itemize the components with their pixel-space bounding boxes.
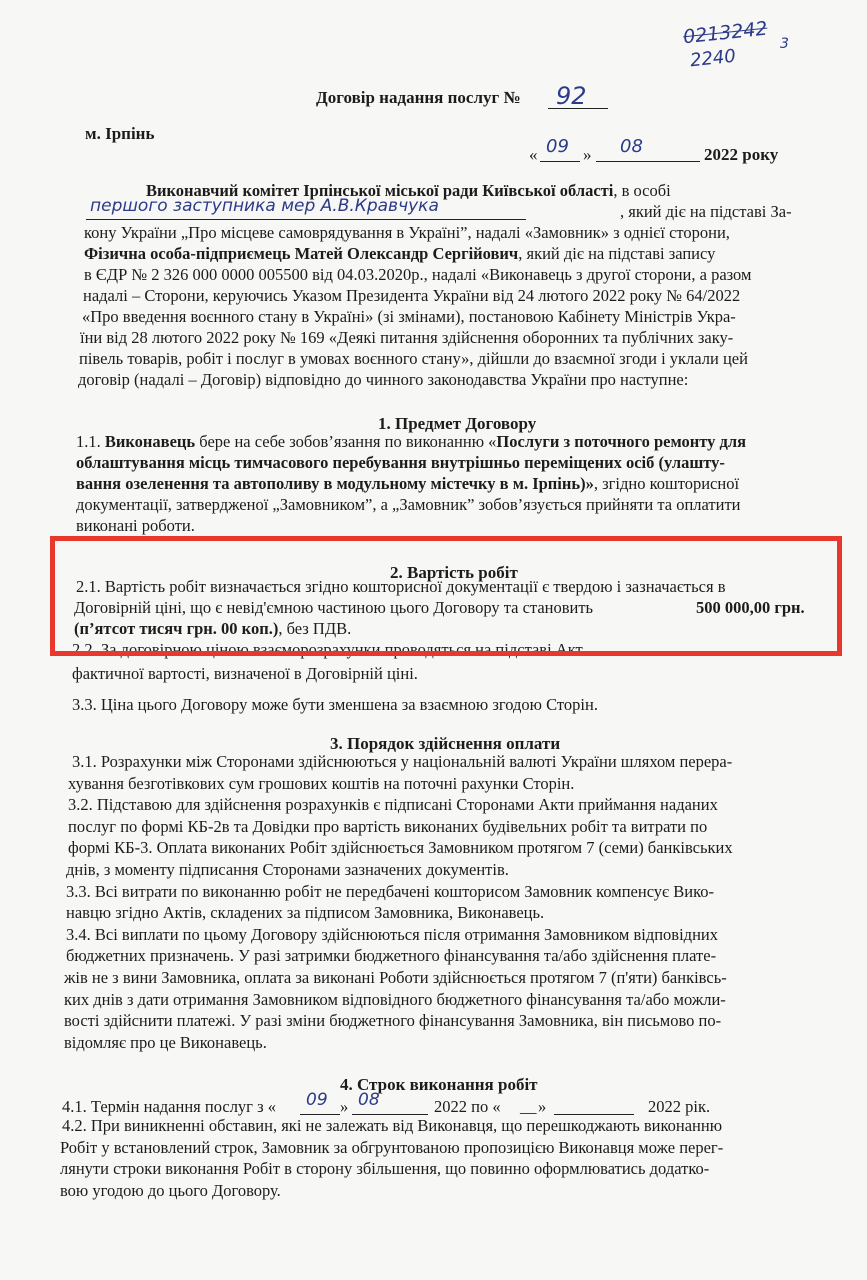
preamble-line-8: їни від 28 лютого 2022 року № 169 «Деякі питання здійснення оборонних та публічних заку-	[80, 328, 734, 347]
s4-l1-close: »	[538, 1097, 547, 1116]
date-close-quote: »	[583, 145, 592, 164]
section-4-line: вою угодою до цього Договору.	[60, 1180, 281, 1200]
preamble-line-5: в ЄДР № 2 326 000 0000 005500 від 04.03.2020р., надалі «Виконавець з другої сторони, а разом	[84, 265, 752, 284]
section-1-line-2: облаштування місць тимчасового перебування внутрішньо переміщених осіб (улашту-	[76, 453, 725, 472]
section-3-line: ких днів з дати отримання Замовником відповідного бюджетного фінансування та/або можли-	[64, 989, 726, 1009]
section-2-line-5: фактичної вартості, визначеної в Договірній ціні.	[72, 664, 418, 683]
date-open-quote: «	[529, 145, 538, 164]
section-3-line: 3.3. Всі витрати по виконанню робіт не передбачені кошторисом Замовник компенсує Вико-	[66, 881, 715, 901]
section-2-line-6: 3.3. Ціна цього Договору може бути зменшена за взаємною згодою Сторін.	[72, 695, 598, 714]
date-month-line	[596, 161, 700, 162]
preamble-line-3: кону України „Про місцеве самоврядування в Україні”, надалі «Замовник» з однієї сторони,	[84, 223, 730, 242]
section-4-title: 4. Строк виконання робіт	[340, 1075, 538, 1094]
section-3-line: 3.4. Всі виплати по цьому Договору здійснюються після отримання Замовником відповідних	[66, 924, 718, 944]
section-1-line-5: виконані роботи.	[76, 516, 195, 535]
section-4-line: лянути строки виконання Робіт в сторону збільшення, що повинно оформлюватись додатко-	[60, 1159, 710, 1179]
section-2-line-1: 2.1. Вартість робіт визначається згідно кошторисної документації є твердою і зазначається в	[76, 577, 726, 596]
date-month-hand: 08	[620, 136, 643, 157]
document-title	[316, 88, 521, 108]
s1-l1-bold2: Послуги з поточного ремонту для	[496, 432, 747, 451]
s2-l3-tail: , без ПДВ.	[278, 619, 352, 638]
section-3-line: навцю згідно Актів, складених за підписом Замовника, Виконавець.	[66, 903, 545, 923]
s1-l3-tail: , згідно кошторисної	[593, 474, 740, 493]
corner-registration-number: 0213242	[682, 17, 769, 49]
contractor-name: Фізична особа-підприємець Матей Олександр Сергійович	[84, 244, 519, 263]
s1-l1-bold: Виконавець	[104, 432, 196, 451]
preamble-line-7: «Про введення воєнного стану в Україні» (зі змінами), постановою Кабінету Міністрів Укра-	[82, 307, 736, 326]
section-2-line-2: Договірній ціні, що є невід'ємною частиною цього Договору та становить	[74, 598, 594, 617]
red-highlight-box	[50, 536, 842, 656]
preamble-line-10: договір (надалі – Договір) відповідно до чинного законодавства України про наступне:	[78, 370, 689, 389]
preamble-line-4-tail: , який діє на підставі запису	[518, 244, 716, 263]
s4-l1-mid: »	[340, 1097, 349, 1116]
section-3-line: послуг по формі КБ-2в та Довідки про вартість виконаних будівельних робіт та витрати по	[68, 816, 708, 836]
section-3-title: 3. Порядок здійснення оплати	[330, 734, 561, 753]
preamble-line-6: надалі – Сторони, керуючись Указом Президента України від 24 лютого 2022 року № 64/2022	[83, 286, 741, 305]
corner-registration-small: 3	[780, 36, 789, 52]
s1-l3-bold: вання озеленення та автополиву в модульному містечку в м. Ірпінь)»	[76, 474, 594, 493]
s1-l1-pre: 1.1.	[76, 432, 105, 451]
city-label: м. Ірпінь	[85, 124, 155, 143]
contract-price-words: (п’ятсот тисяч грн. 00 коп.)	[74, 619, 279, 638]
section-2-line-4: 2.2. За договірною ціною взаєморозрахунки проводяться на підставі Акт	[72, 640, 583, 659]
title-text: Договір надання послуг №	[316, 88, 521, 107]
s4-day-hand: 09	[306, 1090, 328, 1110]
section-1-title: 1. Предмет Договору	[378, 414, 537, 433]
preamble-line-2-tail: , який діє на підставі За-	[620, 202, 792, 221]
section-3-line: формі КБ-3. Оплата виконаних Робіт здійснюється Замовником протягом 7 (семи) банківських	[68, 838, 733, 858]
section-1-line-4: документації, затвердженої „Замовником”, а „Замовник” зобов’язується прийняти та оплатити	[76, 495, 741, 514]
section-3-line: хування безготівкових сум грошових коштів на поточні рахунки Сторін.	[68, 773, 575, 793]
preamble-line-4	[84, 243, 715, 264]
section-3-line: бюджетних призначень. У разі затримки бюджетного фінансування та/або здійснення плате-	[66, 946, 717, 966]
section-3-line: вості здійснити платежі. У разі зміни бюджетного фінансування Замовника, він письмово по-	[64, 1011, 722, 1031]
s4-l1-pre: 4.1. Термін надання послуг з «	[62, 1097, 276, 1116]
section-1-line-1	[76, 431, 746, 452]
s4-month-hand: 08	[358, 1090, 380, 1110]
s4-l1-year: 2022 по «	[434, 1097, 501, 1116]
date-day-line	[540, 161, 580, 162]
date-year: 2022 року	[704, 145, 779, 164]
executive-committee-name: Виконавчий комітет Ірпінської міської ради Київської області	[146, 181, 614, 200]
section-1-line-3	[76, 473, 739, 494]
contract-number-hand: 92	[556, 82, 587, 110]
preamble-line-9: півель товарів, робіт і послуг в умовах воєнного стану», дійшли до взаємної згоди і уклали цей	[79, 349, 748, 368]
preamble-line-1-tail: , в особі	[613, 181, 671, 200]
section-3-line: 3.1. Розрахунки між Сторонами здійснюються у національній валюті України шляхом перера-	[72, 752, 733, 771]
date-day-hand: 09	[546, 136, 569, 157]
section-3-line: 3.2. Підставою для здійснення розрахунків є підписані Сторонами Акти приймання наданих	[68, 795, 718, 815]
corner-registration-sub: 2240	[689, 45, 737, 72]
section-4-line: Робіт у встановлений строк, Замовник за обгрунтованою пропозицією Виконавця може перег-	[60, 1137, 724, 1157]
contract-price: 500 000,00 грн.	[696, 598, 805, 617]
section-4-line: 4.2. При виникненні обставин, які не залежать від Виконавця, що перешкоджають виконанню	[62, 1116, 723, 1135]
s4-l1-blank: __	[520, 1097, 537, 1116]
section-3-line: днів, з моменту підписання Сторонами зазначених документів.	[66, 860, 509, 879]
section-3-line: жів не з вини Замовника, оплата за виконані Роботи здійснюється протягом 7 (п'яти) банківсь-	[64, 968, 727, 987]
section-3-line: відомляє про це Виконавець.	[64, 1032, 267, 1052]
s1-l1-mid: бере на себе зобов’язання по виконанню «	[195, 432, 497, 451]
s4-l1-end: 2022 рік.	[648, 1097, 711, 1116]
section-2-title: 2. Вартість робіт	[390, 563, 518, 582]
signatory-hand: першого заступника мер А.В.Кравчука	[90, 196, 439, 216]
